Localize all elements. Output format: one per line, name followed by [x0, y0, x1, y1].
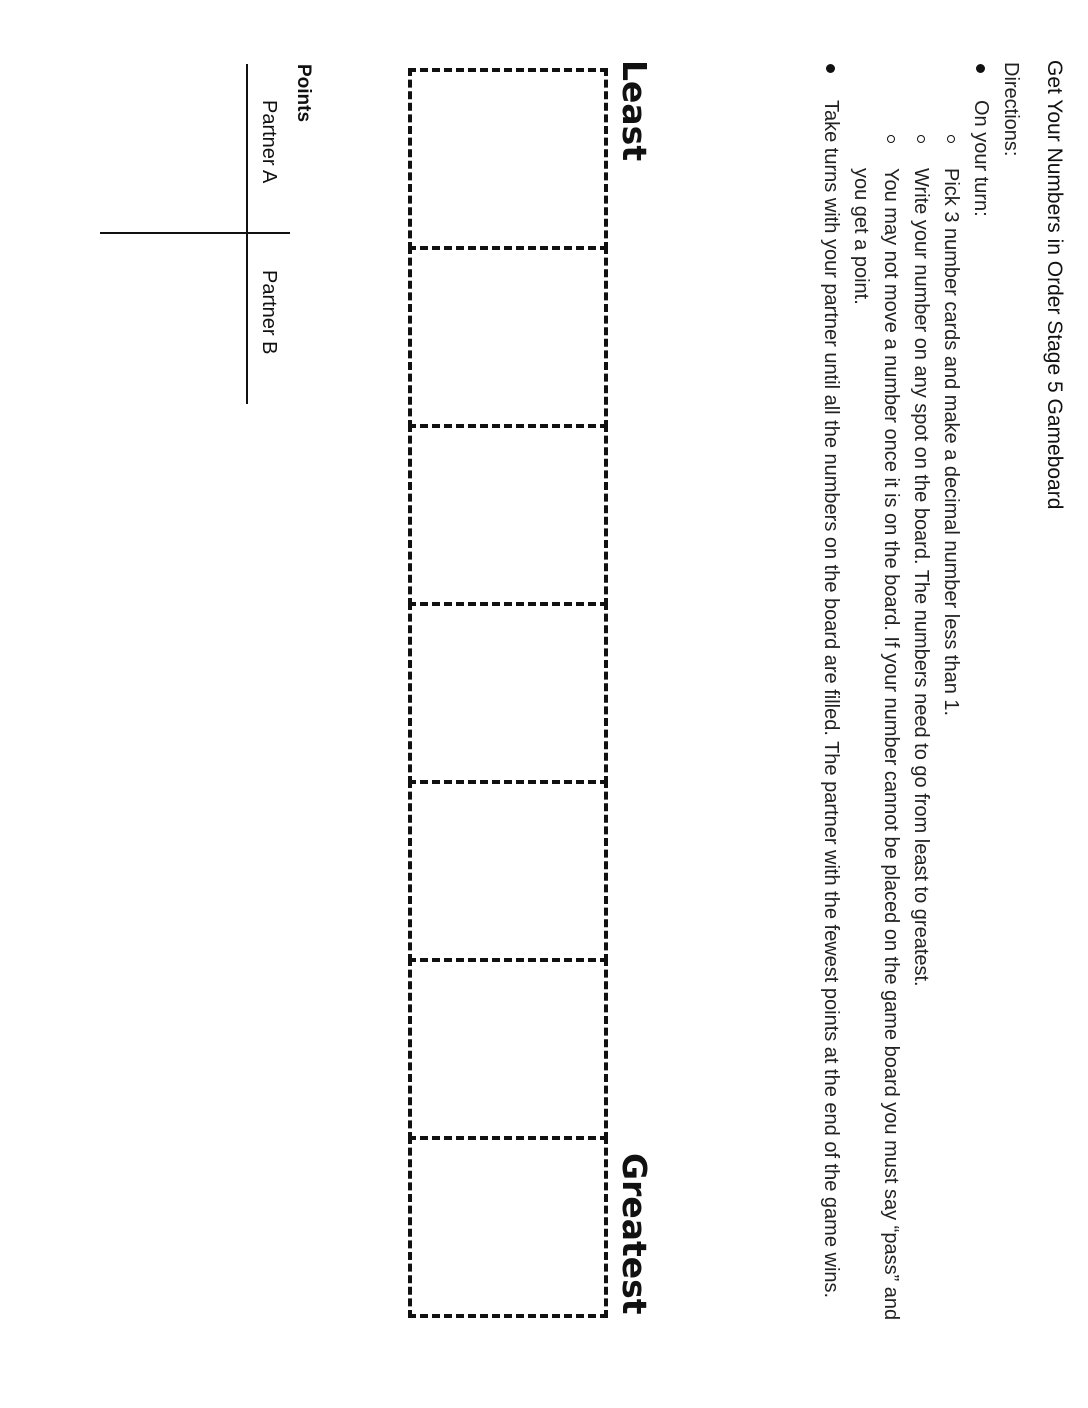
points-title: Points: [293, 64, 314, 123]
t-chart-vertical-line: [100, 232, 290, 234]
direction-subitem: Write your number on any spot on the board. The numbers need to go from least to greatest.: [906, 130, 936, 1352]
t-chart-horizontal-line: [246, 64, 248, 404]
directions-list: [816, 62, 996, 1352]
directions: [816, 62, 1026, 1352]
board-spot[interactable]: [408, 424, 608, 606]
board-spot[interactable]: [408, 602, 608, 784]
partner-a-label: Partner A: [258, 100, 280, 184]
page-title: Get Your Numbers in Order Stage 5 Gameboard: [1043, 60, 1066, 510]
direction-subitem: Pick 3 number cards and make a decimal number less than 1.: [936, 130, 966, 1352]
direction-item-text: On your turn:: [970, 100, 992, 217]
directions-heading: Directions:: [1000, 62, 1022, 157]
board-spot[interactable]: [408, 1136, 608, 1318]
number-board: [408, 68, 608, 1314]
direction-item: [846, 62, 996, 1352]
least-label: Least: [615, 60, 654, 162]
direction-item: Take turns with your partner until all the numbers on the board are filled. The partner with the fewest points at the end of the game wins.: [816, 62, 846, 1352]
points-t-chart: [100, 64, 290, 404]
direction-subitem: You may not move a number once it is on the board. If your number cannot be placed on the game board you must say “pass” and you get a point.: [846, 130, 906, 1352]
partner-b-label: Partner B: [258, 270, 280, 355]
board-spot[interactable]: [408, 246, 608, 428]
board-spot[interactable]: [408, 780, 608, 962]
direction-sublist: [846, 130, 966, 1352]
board-spot[interactable]: [408, 68, 608, 250]
greatest-label: Greatest: [615, 1153, 654, 1315]
board-spot[interactable]: [408, 958, 608, 1140]
